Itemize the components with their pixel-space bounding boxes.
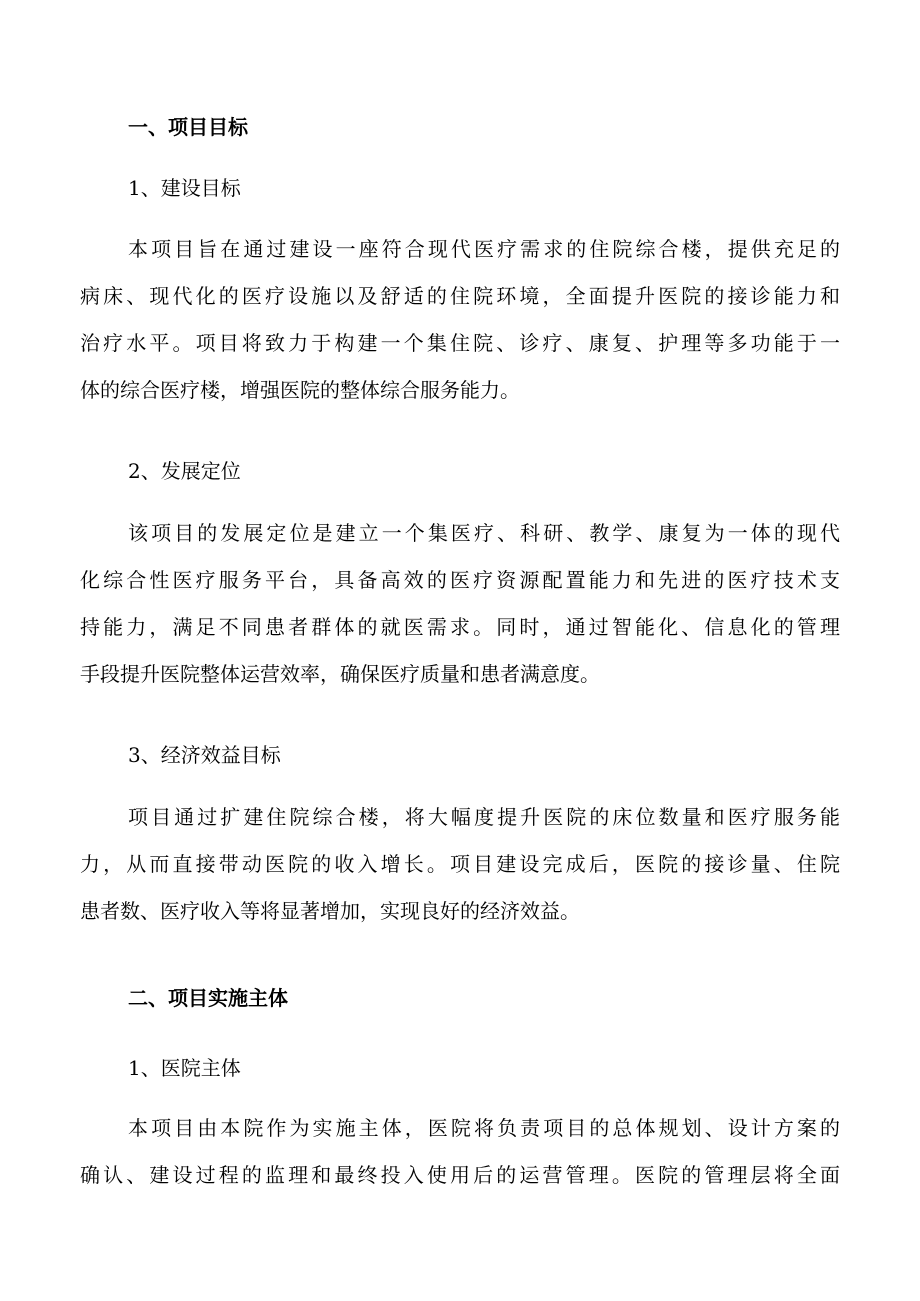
- paragraph-line: 项目通过扩建住院综合楼，将大幅度提升医院的床位数量和医疗服务能: [128, 805, 840, 829]
- paragraph-line: 病床、现代化的医疗设施以及舒适的住院环境，全面提升医院的接诊能力和: [80, 284, 840, 308]
- paragraph-line: 患者数、医疗收入等将显著增加，实现良好的经济效益。: [80, 899, 580, 923]
- section-heading-project-goals: 一、项目目标: [128, 115, 248, 139]
- paragraph-line: 力，从而直接带动医院的收入增长。项目建设完成后，医院的接诊量、住院: [80, 852, 840, 876]
- paragraph-hospital-entity: [80, 1105, 840, 1199]
- subsection-heading-construction-goals: 1、建设目标: [128, 176, 241, 200]
- paragraph-line: 体的综合医疗楼，增强医院的整体综合服务能力。: [80, 378, 520, 402]
- paragraph-construction-goals: [80, 226, 840, 414]
- paragraph-line: 本项目由本院作为实施主体，医院将负责项目的总体规划、设计方案的: [128, 1116, 840, 1140]
- paragraph-development-positioning: [80, 510, 840, 698]
- paragraph-economic-goals: [80, 794, 840, 935]
- paragraph-line: 化综合性医疗服务平台，具备高效的医疗资源配置能力和先进的医疗技术支: [80, 568, 840, 592]
- subsection-heading-hospital-entity: 1、医院主体: [128, 1056, 241, 1080]
- subsection-heading-development-positioning: 2、发展定位: [128, 459, 241, 483]
- paragraph-line: 持能力，满足不同患者群体的就医需求。同时，通过智能化、信息化的管理: [80, 615, 840, 639]
- paragraph-line: 本项目旨在通过建设一座符合现代医疗需求的住院综合楼，提供充足的: [128, 237, 840, 261]
- section-heading-implementing-entity: 二、项目实施主体: [128, 986, 288, 1010]
- subsection-heading-economic-goals: 3、经济效益目标: [128, 743, 281, 767]
- paragraph-line: 手段提升医院整体运营效率，确保医疗质量和患者满意度。: [80, 662, 600, 686]
- paragraph-line: 确认、建设过程的监理和最终投入使用后的运营管理。医院的管理层将全面: [80, 1163, 840, 1187]
- paragraph-line: 该项目的发展定位是建立一个集医疗、科研、教学、康复为一体的现代: [128, 521, 840, 545]
- paragraph-line: 治疗水平。项目将致力于构建一个集住院、诊疗、康复、护理等多功能于一: [80, 331, 840, 355]
